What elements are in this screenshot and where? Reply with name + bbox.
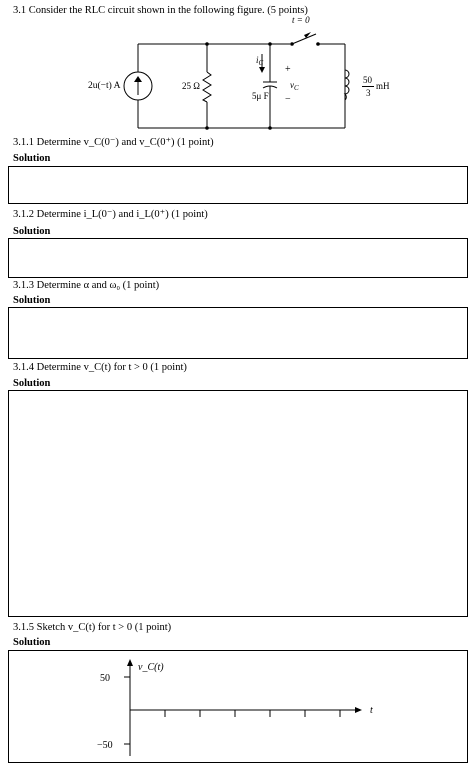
question-prefix: Sketch [36,622,66,633]
plus-sign: + [285,64,291,75]
question-prefix: Determine [36,280,81,291]
question-text: v_C(0⁻) and v_C(0⁺) (1 point) [83,137,214,148]
solution-box-3[interactable] [8,307,468,359]
current-letter: i [256,55,259,65]
question-3-1-2 [13,209,208,221]
question-3-1-3 [13,280,159,292]
inductor-fraction-bar [362,86,374,87]
y-tick-label-50: 50 [100,673,110,684]
x-axis-arrow [355,707,362,713]
capacitor-label: 5μ F [252,91,269,101]
inductor-denominator: 3 [366,88,371,98]
question-3-1-4 [13,362,187,374]
circuit-diagram [0,0,474,140]
sketch-axes [0,650,474,763]
question-number: 3.1.1 [13,137,34,148]
question-text: v_C(t) for t > 0 (1 point) [67,622,172,633]
inductor-unit: mH [376,81,390,91]
question-3-1-1 [13,137,214,149]
question-prefix: Determine [36,362,81,373]
voltage-letter: v [290,80,294,90]
question-number: 3.1.4 [13,362,34,373]
inductor-numerator: 50 [363,75,372,85]
question-number: 3.1.5 [13,622,34,633]
solution-label-1: Solution [13,153,51,164]
switch-label: t = 0 [292,15,310,25]
question-text: i_L(0⁻) and i_L(0⁺) (1 point) [83,209,208,220]
current-label [256,55,263,67]
minus-sign: − [285,94,291,105]
voltage-sub: C [294,84,299,92]
question-number: 3.1.3 [13,280,34,291]
resistor-label: 25 Ω [182,81,200,91]
solution-box-1[interactable] [8,166,468,204]
solution-label-5: Solution [13,637,51,648]
source-label: 2u(−t) A [88,81,121,91]
question-text: v_C(t) for t > 0 (1 point) [83,362,187,373]
y-tick-label-minus-50: −50 [97,740,113,751]
question-text: α and ω₀ (1 point) [83,280,160,291]
solution-box-2[interactable] [8,238,468,278]
question-prefix: Determine [36,137,81,148]
y-axis-label: v_C(t) [138,662,164,673]
solution-label-4: Solution [13,378,51,389]
solution-label-3: Solution [13,295,51,306]
solution-box-4[interactable] [8,390,468,617]
question-prefix: Determine [36,209,81,220]
problem-title: 3.1 Consider the RLC circuit shown in the following figure. (5 points) [13,5,308,16]
current-sub: C [258,59,264,67]
solution-label-2: Solution [13,226,51,237]
x-axis-label: t [370,705,373,716]
question-number: 3.1.2 [13,209,34,220]
y-axis-arrow [127,659,133,666]
question-3-1-5 [13,622,171,634]
voltage-label [290,80,299,92]
